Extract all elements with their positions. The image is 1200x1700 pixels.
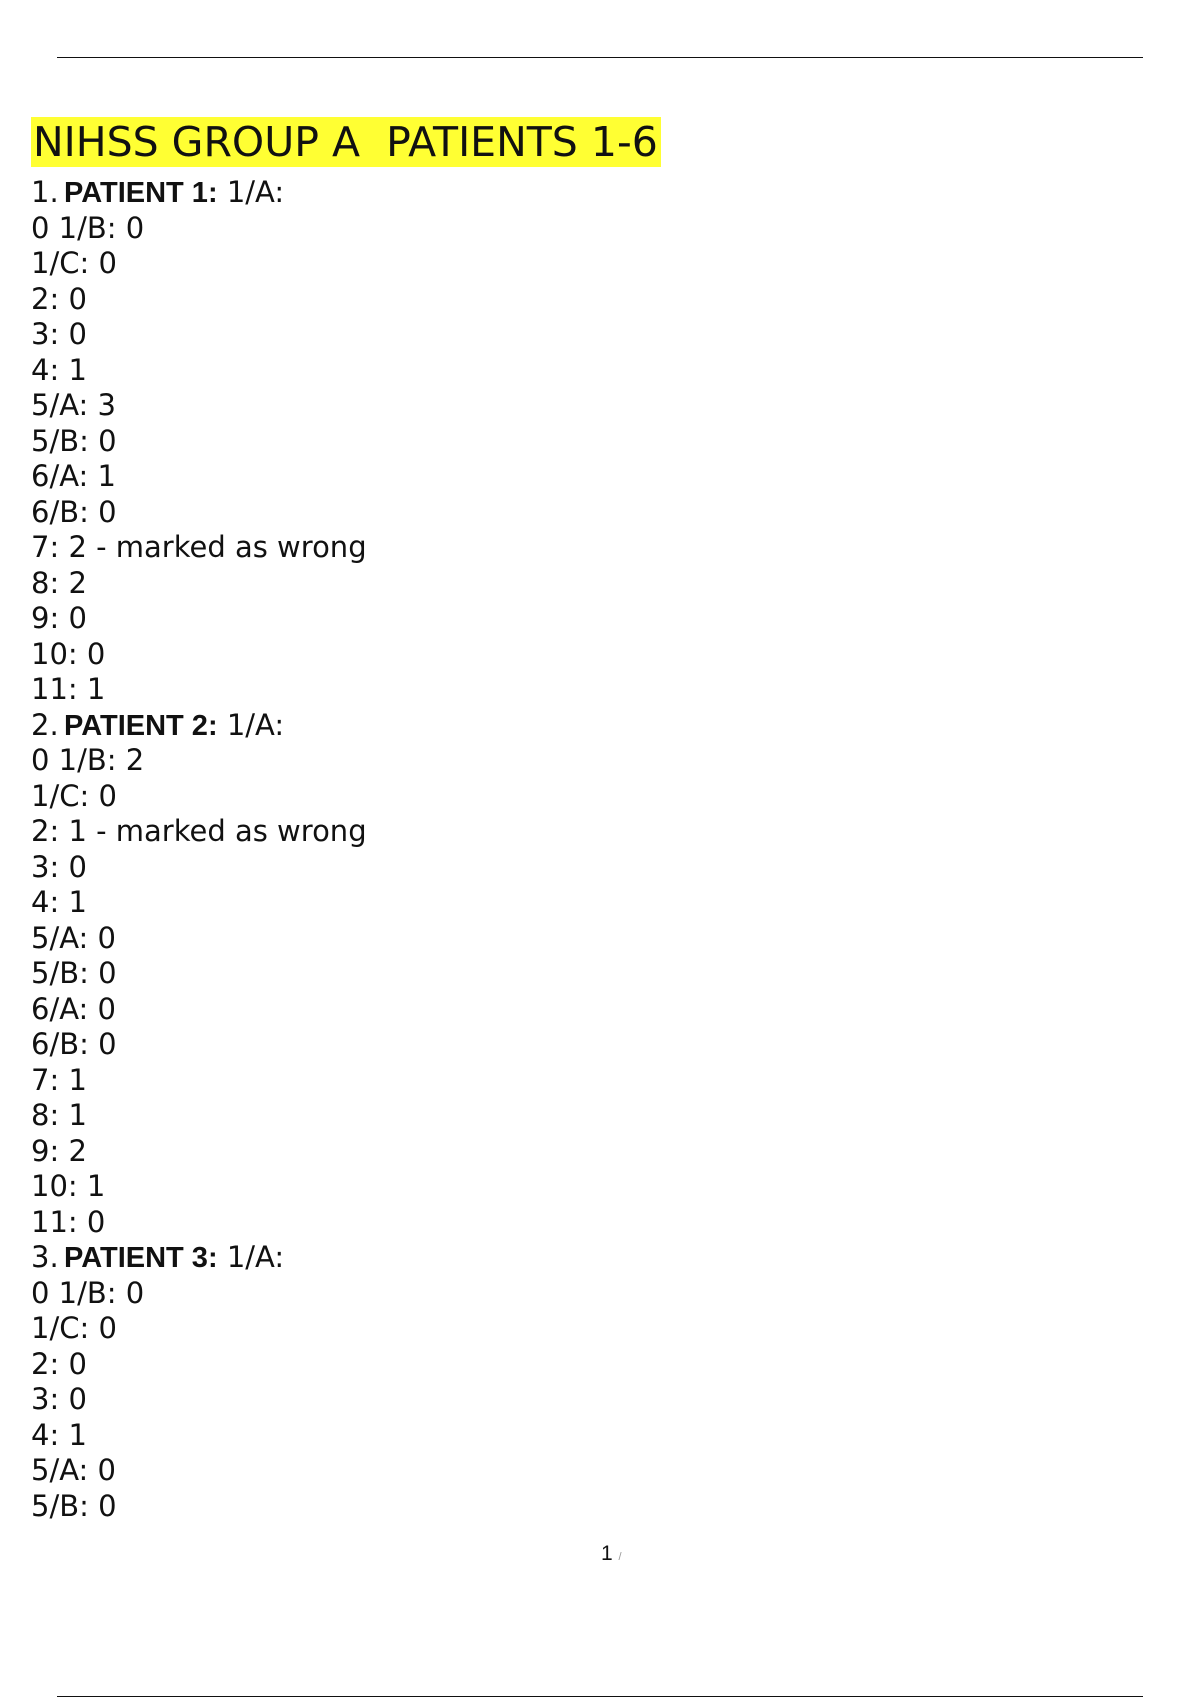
score-item: 1/A: [217,707,285,742]
score-line: 1/C: 0 [31,778,117,813]
score-line: 0 1/B: 2 [31,743,145,777]
score-line: 3: 0 [31,849,87,884]
document-title: NIHSS GROUP A PATIENTS 1-6 [31,117,661,167]
score-line: 2: 0 [31,281,87,316]
score-line: 8: 2 [31,565,87,600]
patient-label: PATIENT 3: [64,1242,218,1274]
score-line: 3: 0 [31,317,87,351]
score-line: 1/C: 0 [31,246,117,280]
list-number: 3. [31,1240,59,1274]
score-line: 11: 1 [31,672,106,706]
header-rule [57,57,1143,58]
patient-heading [31,708,1131,744]
score-line: 8: 1 [31,1098,87,1132]
score-line: 0 1/B: 0 [31,210,145,245]
score-line: 0 1/B: 0 [31,1275,145,1310]
score-line: 6/B: 0 [31,1027,117,1061]
patient-label: PATIENT 1: [64,177,218,209]
score-line: 11: 0 [31,1204,106,1239]
score-line: 1/C: 0 [31,1311,117,1345]
document-body [31,175,1131,1524]
score-line: 2: 1 - marked as wrong [31,814,367,848]
score-line: 6/A: 1 [31,459,116,493]
page-number [601,1542,622,1566]
score-line: 5/B: 0 [31,956,117,990]
score-line: 7: 2 - marked as wrong [31,530,367,564]
patient-label: PATIENT 2: [64,709,218,742]
score-line: 10: 0 [31,636,106,671]
score-line: 9: 0 [31,601,87,635]
score-line: 4: 1 [31,1417,87,1452]
score-line: 5/B: 0 [31,1488,117,1523]
page-number-value: 1 [601,1542,613,1565]
score-line: 6/B: 0 [31,494,117,529]
score-line: 3: 0 [31,1382,87,1416]
score-item: 1/A: [217,1240,285,1274]
score-line: 5/B: 0 [31,423,117,458]
score-line: 10: 1 [31,1169,106,1203]
patient-heading [31,1240,1131,1276]
score-line: 5/A: 0 [31,920,116,955]
list-number: 2. [31,707,59,742]
score-line: 7: 1 [31,1062,87,1097]
score-line: 4: 1 [31,885,87,919]
score-line: 2: 0 [31,1346,87,1381]
page-separator: / [618,1551,622,1563]
footer-rule [57,1696,1143,1697]
patient-heading [31,175,1131,211]
score-line: 4: 1 [31,352,87,387]
list-number: 1. [31,175,59,209]
score-line: 5/A: 3 [31,388,116,422]
score-item: 1/A: [217,175,285,209]
score-line: 6/A: 0 [31,991,116,1026]
score-line: 9: 2 [31,1133,87,1168]
score-line: 5/A: 0 [31,1453,116,1487]
